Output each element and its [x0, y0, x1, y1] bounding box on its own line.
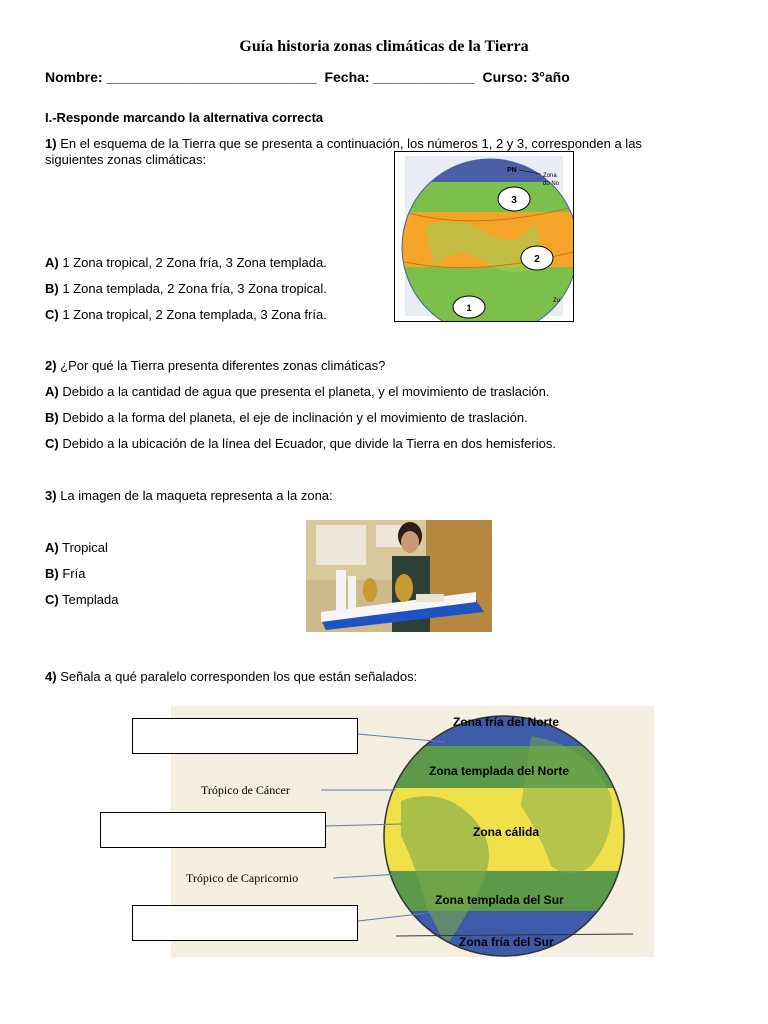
- question-3-number: 3): [45, 488, 57, 503]
- zona-fria-norte-label: Zona fría del Norte: [453, 715, 560, 729]
- page-title: Guía historia zonas climáticas de la Tierra: [239, 38, 529, 55]
- answer-box-1[interactable]: [132, 718, 358, 754]
- arrow-1: [358, 734, 445, 742]
- q1-option-b: B) 1 Zona templada, 2 Zona fría, 3 Zona tropical.: [45, 281, 327, 296]
- q2-option-b: B) Debido a la forma del planeta, el eje de inclinación y el movimiento de traslación.: [45, 410, 528, 425]
- svg-text:2: 2: [534, 254, 540, 265]
- question-3: [45, 488, 333, 503]
- question-3-text: La imagen de la maqueta representa a la zona:: [60, 488, 333, 503]
- globe-diagram-1: [394, 151, 574, 322]
- question-1-text: En el esquema de la Tierra que se presenta a continuación, los números 1, 2 y 3, corresponden a las siguientes zonas climáticas:: [45, 136, 642, 167]
- tropico-capricornio-label: Trópico de Capricornio: [186, 871, 299, 885]
- question-2-text: ¿Por qué la Tierra presenta diferentes zonas climáticas?: [60, 358, 386, 373]
- answer-box-3[interactable]: [132, 905, 358, 941]
- fecha-line: _____________: [373, 69, 475, 85]
- q3-option-a: A) Tropical: [45, 540, 108, 555]
- nombre-line: ___________________________: [106, 69, 317, 85]
- q3-option-c: C) Templada: [45, 592, 119, 607]
- model-photo-graphic: [306, 520, 492, 632]
- q1-option-a: A) 1 Zona tropical, 2 Zona fría, 3 Zona templada.: [45, 255, 327, 270]
- model-photo: [306, 520, 492, 632]
- student-header: [45, 69, 570, 85]
- q3-option-b: B) Fría: [45, 566, 86, 581]
- question-2: [45, 358, 385, 373]
- zona-fria-sur-label: Zona fría del Sur: [459, 935, 554, 949]
- tropico-cancer-label: Trópico de Cáncer: [201, 783, 290, 797]
- question-4-number: 4): [45, 669, 57, 684]
- section-heading: I.-Responde marcando la alternativa correcta: [45, 110, 324, 125]
- question-4: [45, 669, 417, 684]
- zona-templada-sur-label: Zona templada del Sur: [435, 893, 564, 907]
- zona-label-2: do No: [543, 181, 560, 187]
- q1-option-c: C) 1 Zona tropical, 2 Zona templada, 3 Zona fría.: [45, 307, 327, 322]
- globe-1-graphic: [395, 152, 573, 321]
- zona-templada-norte-label: Zona templada del Norte: [429, 764, 570, 778]
- svg-text:3: 3: [511, 195, 517, 206]
- fecha-label: Fecha:: [324, 69, 370, 85]
- zona-calida-label: Zona cálida: [473, 825, 540, 839]
- answer-box-2[interactable]: [100, 812, 326, 848]
- question-1-number: 1): [45, 136, 57, 151]
- q2-option-c: C) Debido a la ubicación de la línea del Ecuador, que divide la Tierra en dos hemisferios.: [45, 436, 556, 451]
- svg-text:1: 1: [466, 303, 472, 313]
- question-1: [45, 136, 695, 168]
- zona-label: Zona: [543, 173, 557, 179]
- question-2-number: 2): [45, 358, 57, 373]
- q2-option-a: A) Debido a la cantidad de agua que presenta el planeta, y el movimiento de traslación.: [45, 384, 550, 399]
- zo-label: Zo: [553, 298, 561, 304]
- question-4-text: Señala a qué paralelo corresponden los que están señalados:: [60, 669, 418, 684]
- pn-label: PN: [507, 167, 517, 174]
- curso-label: Curso: 3°año: [482, 69, 570, 85]
- nombre-label: Nombre:: [45, 69, 103, 85]
